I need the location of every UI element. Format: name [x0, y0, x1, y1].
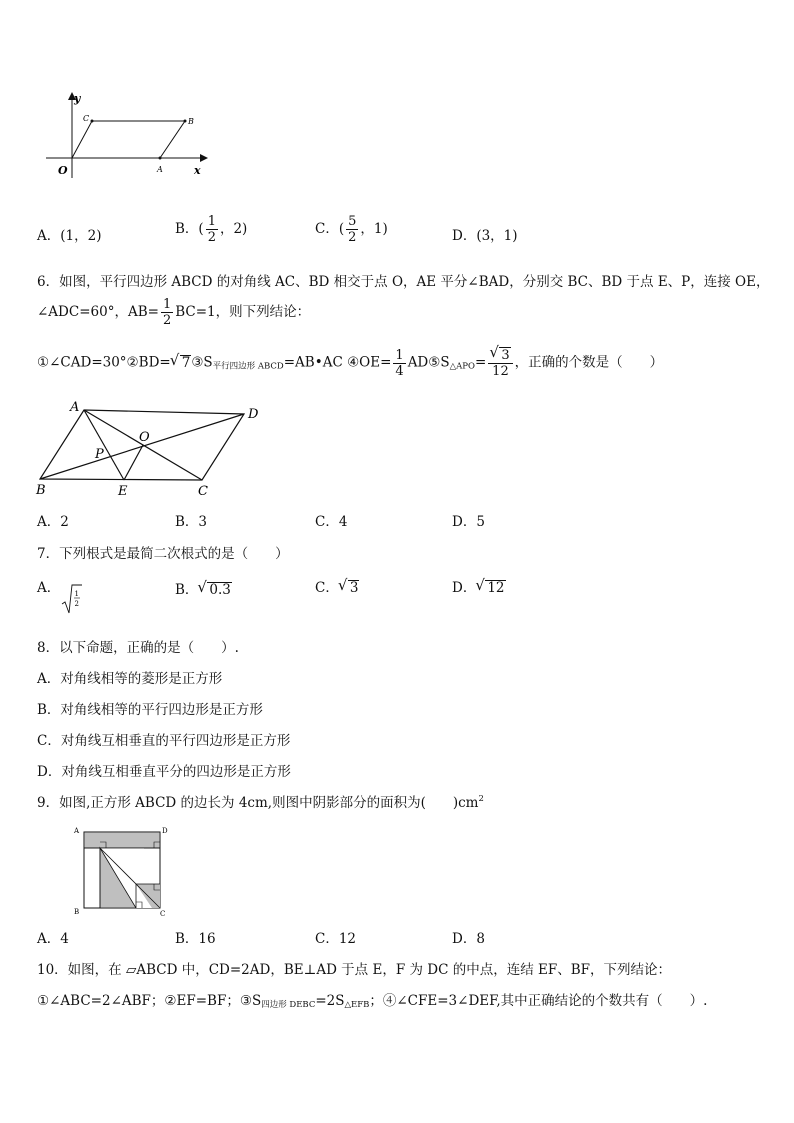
q7-option-c	[315, 576, 359, 596]
q6-option-c: C．4	[315, 514, 348, 530]
q6-c1: ①∠CAD=30°②BD=	[37, 354, 171, 371]
q9-label-b: B	[74, 908, 80, 916]
q6-c5: AD⑤S	[407, 354, 450, 371]
q6-line2-pre: ∠ADC=60°，AB=	[37, 304, 159, 320]
q9-option-c: C．12	[315, 931, 357, 947]
q7-a-letter: A．	[37, 580, 61, 596]
q6-conclusions	[37, 347, 663, 379]
q8-option-b: B．对角线相等的平行四边形是正方形	[37, 702, 263, 718]
q7-option-a-radical	[60, 582, 84, 616]
q6-parallelogram-figure	[30, 398, 270, 498]
q8-option-a: A．对角线相等的菱形是正方形	[37, 671, 223, 687]
q5-c-pre: C．(	[315, 221, 345, 237]
q6-label-c: C	[198, 484, 208, 498]
q10-line1: 10．如图，在 ▱ABCD 中，CD=2AD，BE⊥AD 于点 E，F 为 DC 的中点，连结 EF、BF，下列结论：	[37, 962, 672, 978]
q10-sub2: △EFB	[344, 1000, 370, 1010]
q5-b-num: 1	[207, 214, 216, 229]
point-b-label: B	[188, 117, 194, 126]
q6-sqrt3-den: 12	[492, 364, 509, 379]
q6-quarter-fraction	[393, 348, 405, 379]
q6-c7: ，正确的个数是（ ）	[514, 354, 664, 371]
q9-label-d: D	[162, 827, 168, 835]
q9-question	[37, 791, 484, 811]
q9-text: 9．如图,正方形 ABCD 的边长为 4cm,则图中阴影部分的面积为( )cm	[37, 795, 479, 811]
q9-option-a: A．4	[37, 931, 69, 947]
q6-quarter-den: 4	[395, 363, 404, 379]
q6-c3: ③S	[191, 354, 213, 371]
q9-label-a: A	[74, 827, 80, 835]
q6-label-b: B	[36, 483, 46, 498]
q7-b-radical: √ 0.3	[207, 582, 231, 598]
q5-c-den: 2	[348, 230, 357, 245]
q6-sqrt3: √ 3	[499, 347, 510, 363]
q8-option-d: D．对角线互相垂直平分的四边形是正方形	[37, 764, 291, 780]
q5-b-post: ，2)	[219, 221, 248, 237]
q6-label-e: E	[118, 484, 128, 498]
q6-c5-sub: △APO	[449, 361, 475, 372]
q6-half-fraction	[161, 297, 173, 328]
q7-a-den: 2	[74, 600, 79, 608]
q7-d-letter: D．	[452, 580, 477, 596]
q6-label-o: O	[139, 430, 150, 445]
point-a-label: A	[157, 165, 163, 174]
q5-option-c	[315, 214, 388, 245]
q6-option-a: A．2	[37, 514, 69, 530]
q5-b-pre: B．(	[175, 221, 204, 237]
q6-sqrt7: √ 7	[180, 355, 192, 371]
q10-l2c: ；④∠CFE=3∠DEF,其中正确结论的个数共有（ ）.	[369, 993, 708, 1009]
point-c-label: C	[83, 114, 90, 123]
q6-c4: =AB•AC ④OE=	[283, 354, 392, 371]
q5-option-a: A．(1，2)	[37, 228, 102, 244]
q8-question: 8．以下命题，正确的是（ ）.	[37, 640, 239, 656]
q6-option-b: B．3	[175, 514, 208, 530]
q6-option-d: D．5	[452, 514, 485, 530]
q6-line2-post: BC=1，则下列结论：	[175, 304, 311, 320]
q5-option-d: D．(3，1)	[452, 228, 518, 244]
q7-option-a	[37, 576, 60, 596]
q7-d-radical: √ 12	[485, 580, 505, 596]
x-axis-label: x	[194, 164, 201, 177]
q9-option-b: B．16	[175, 931, 216, 947]
q7-c-letter: C．	[315, 580, 339, 596]
q7-option-b	[175, 576, 232, 598]
q5-b-den: 2	[207, 230, 216, 245]
q8-option-c: C．对角线互相垂直的平行四边形是正方形	[37, 733, 291, 749]
q6-sqrt3-fraction	[488, 347, 512, 379]
q6-line1: 6．如图，平行四边形 ABCD 的对角线 AC、BD 相交于点 O，AE 平分∠BAD，分别交 BC、BD 于点 E、P，连接 OE，	[37, 274, 770, 290]
q6-c6: =	[475, 354, 487, 371]
q6-quarter-num: 1	[395, 347, 404, 363]
q9-unit-sup: 2	[478, 794, 484, 804]
q9-label-c: C	[160, 910, 166, 918]
q9-square-figure	[70, 822, 170, 918]
q7-a-num: 1	[74, 590, 79, 598]
q5-c-post: ，1)	[360, 221, 388, 237]
q5-c-fraction	[346, 214, 358, 245]
q7-option-d	[452, 576, 506, 596]
q6-c3-sub: 平行四边形 ABCD	[212, 361, 284, 372]
q6-half-num: 1	[162, 297, 172, 312]
q6-line2	[37, 297, 310, 328]
q6-label-d: D	[248, 407, 259, 422]
y-axis-label: y	[74, 92, 81, 105]
q6-sqrt3-num	[488, 347, 512, 364]
q5-c-num: 5	[348, 214, 357, 229]
q6-label-a: A	[70, 400, 80, 415]
q9-option-d: D．8	[452, 931, 485, 947]
q6-half-den: 2	[162, 313, 172, 328]
q7-c-radical: √ 3	[348, 580, 360, 596]
q10-l2b: =2S	[315, 993, 345, 1009]
q7-question: 7．下列根式是最简二次根式的是（ ）	[37, 546, 289, 562]
q10-line2	[37, 989, 707, 1010]
origin-label: O	[58, 164, 68, 177]
q6-label-p: P	[95, 447, 104, 462]
q5-b-fraction	[206, 214, 218, 245]
q5-option-b	[175, 214, 247, 245]
coordinate-figure	[40, 88, 215, 180]
q7-b-letter: B．	[175, 582, 199, 598]
q10-sub1: 四边形 DEBC	[261, 1000, 316, 1010]
q10-l2a: ①∠ABC=2∠ABF；②EF=BF；③S	[37, 993, 262, 1009]
